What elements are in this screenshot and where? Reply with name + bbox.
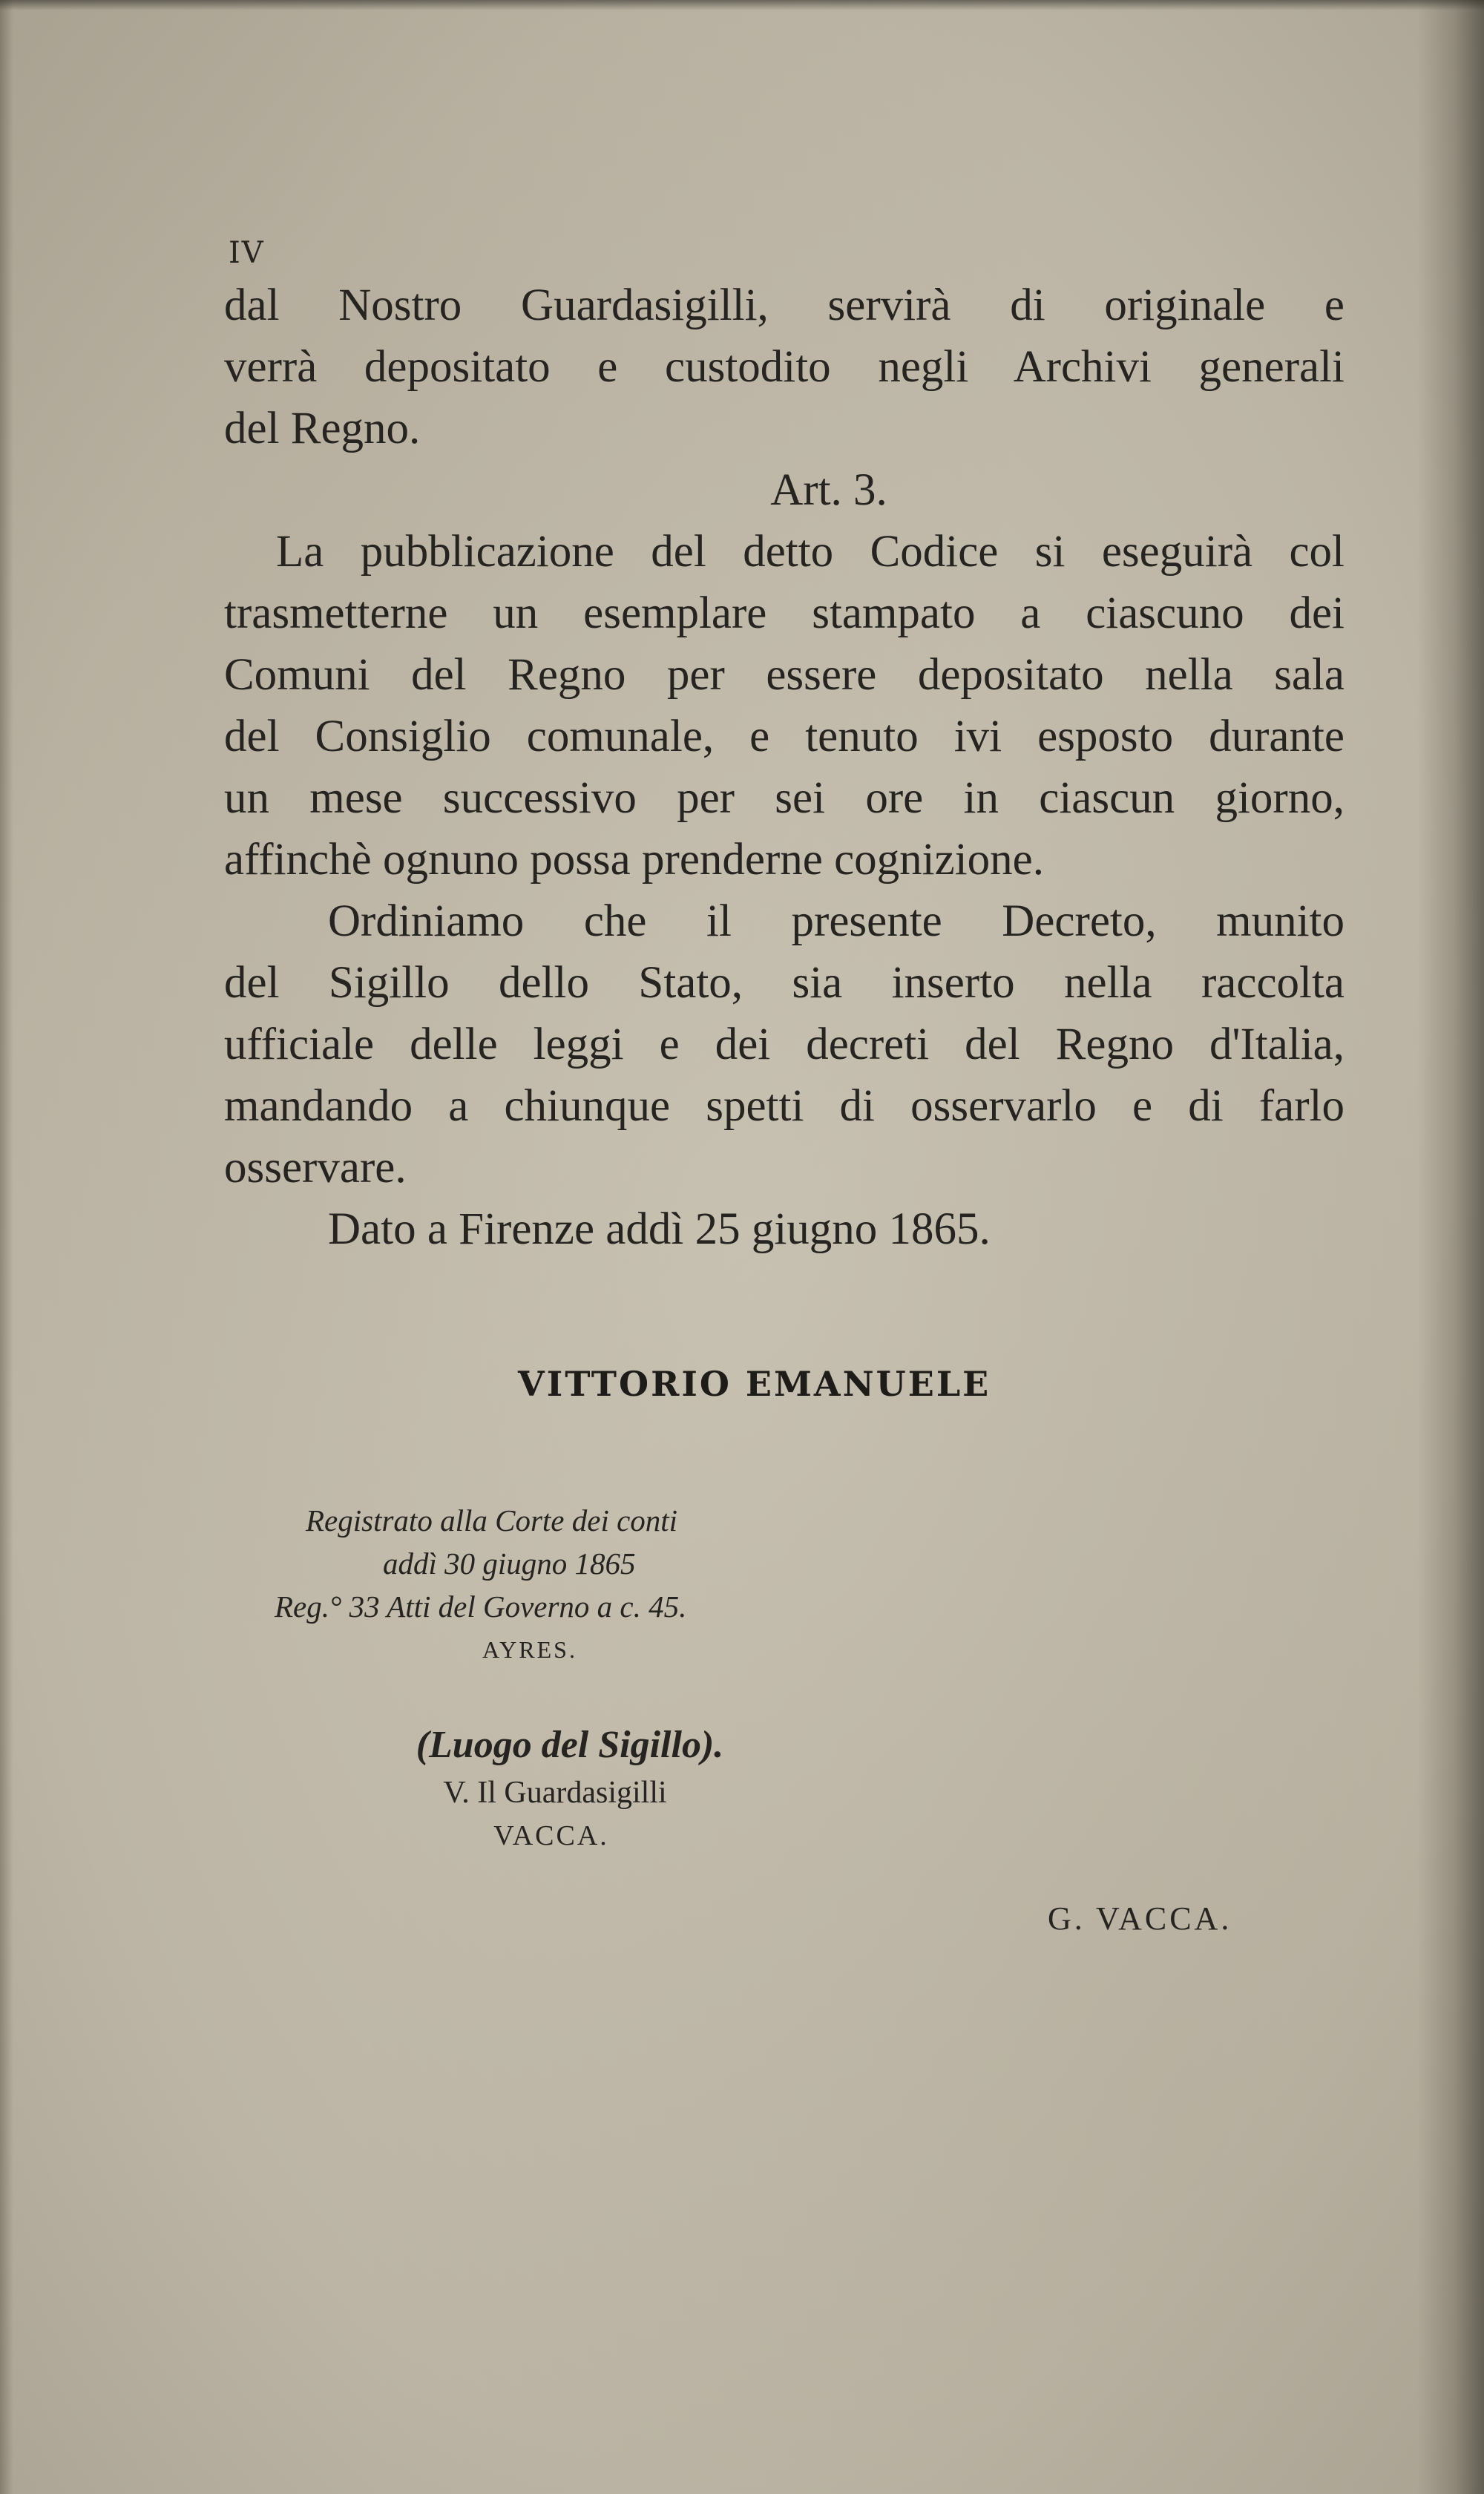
text-line: trasmetterne un esemplare stampato a ciascuno dei [224,588,1345,638]
text-line: dal Nostro Guardasigilli, servirà di originale e [224,280,1345,330]
page-left-edge [0,0,13,2494]
article-heading: Art. 3. [770,465,887,515]
registrar-name: AYRES. [482,1636,577,1663]
text-line: del Sigillo dello Stato, sia inserto nella raccolta [224,958,1345,1008]
king-signature: VITTORIO EMANUELE [518,1364,991,1404]
text-line: affinchè ognuno possa prenderne cognizione. [224,835,1044,885]
text-line: un mese successivo per sei ore in ciascun giorno, [224,773,1345,823]
text-line: osservare. [224,1143,407,1192]
text-line: mandando a chiunque spetti di osservarlo e di farlo [224,1081,1345,1131]
page-binding-shadow [1417,0,1484,2494]
seal-block [347,1720,792,1857]
registration-line: Registrato alla Corte dei conti [306,1503,678,1538]
text-line: Ordiniamo che il presente Decreto, munito [328,896,1345,946]
text-line: del Regno. [224,404,421,453]
text-line: verrà depositato e custodito negli Archivi generali [224,342,1345,392]
text-line: del Consiglio comunale, e tenuto ivi esposto durante [224,712,1345,761]
seal-keeper-title: V. Il Guardasigilli [443,1776,667,1810]
date-line: Dato a Firenze addì 25 giugno 1865. [328,1204,991,1254]
registration-note [267,1499,816,1671]
registration-line: Reg.° 33 Atti del Governo a c. 45. [275,1589,687,1624]
page-top-edge [0,0,1484,10]
text-line: Comuni del Regno per essere depositato nella sala [224,650,1345,700]
text-line: La pubblicazione del detto Codice si eseguirà col [276,527,1345,577]
text-line: ufficiale delle leggi e dei decreti del Regno d'Italia, [224,1020,1345,1069]
decree-body-text [224,275,1345,1260]
seal-place: (Luogo del Sigillo). [416,1724,724,1766]
seal-keeper-name: VACCA. [493,1820,609,1851]
minister-signature: G. VACCA. [1048,1900,1232,1937]
page-number: IV [229,236,265,270]
registration-line: addì 30 giugno 1865 [383,1546,636,1581]
